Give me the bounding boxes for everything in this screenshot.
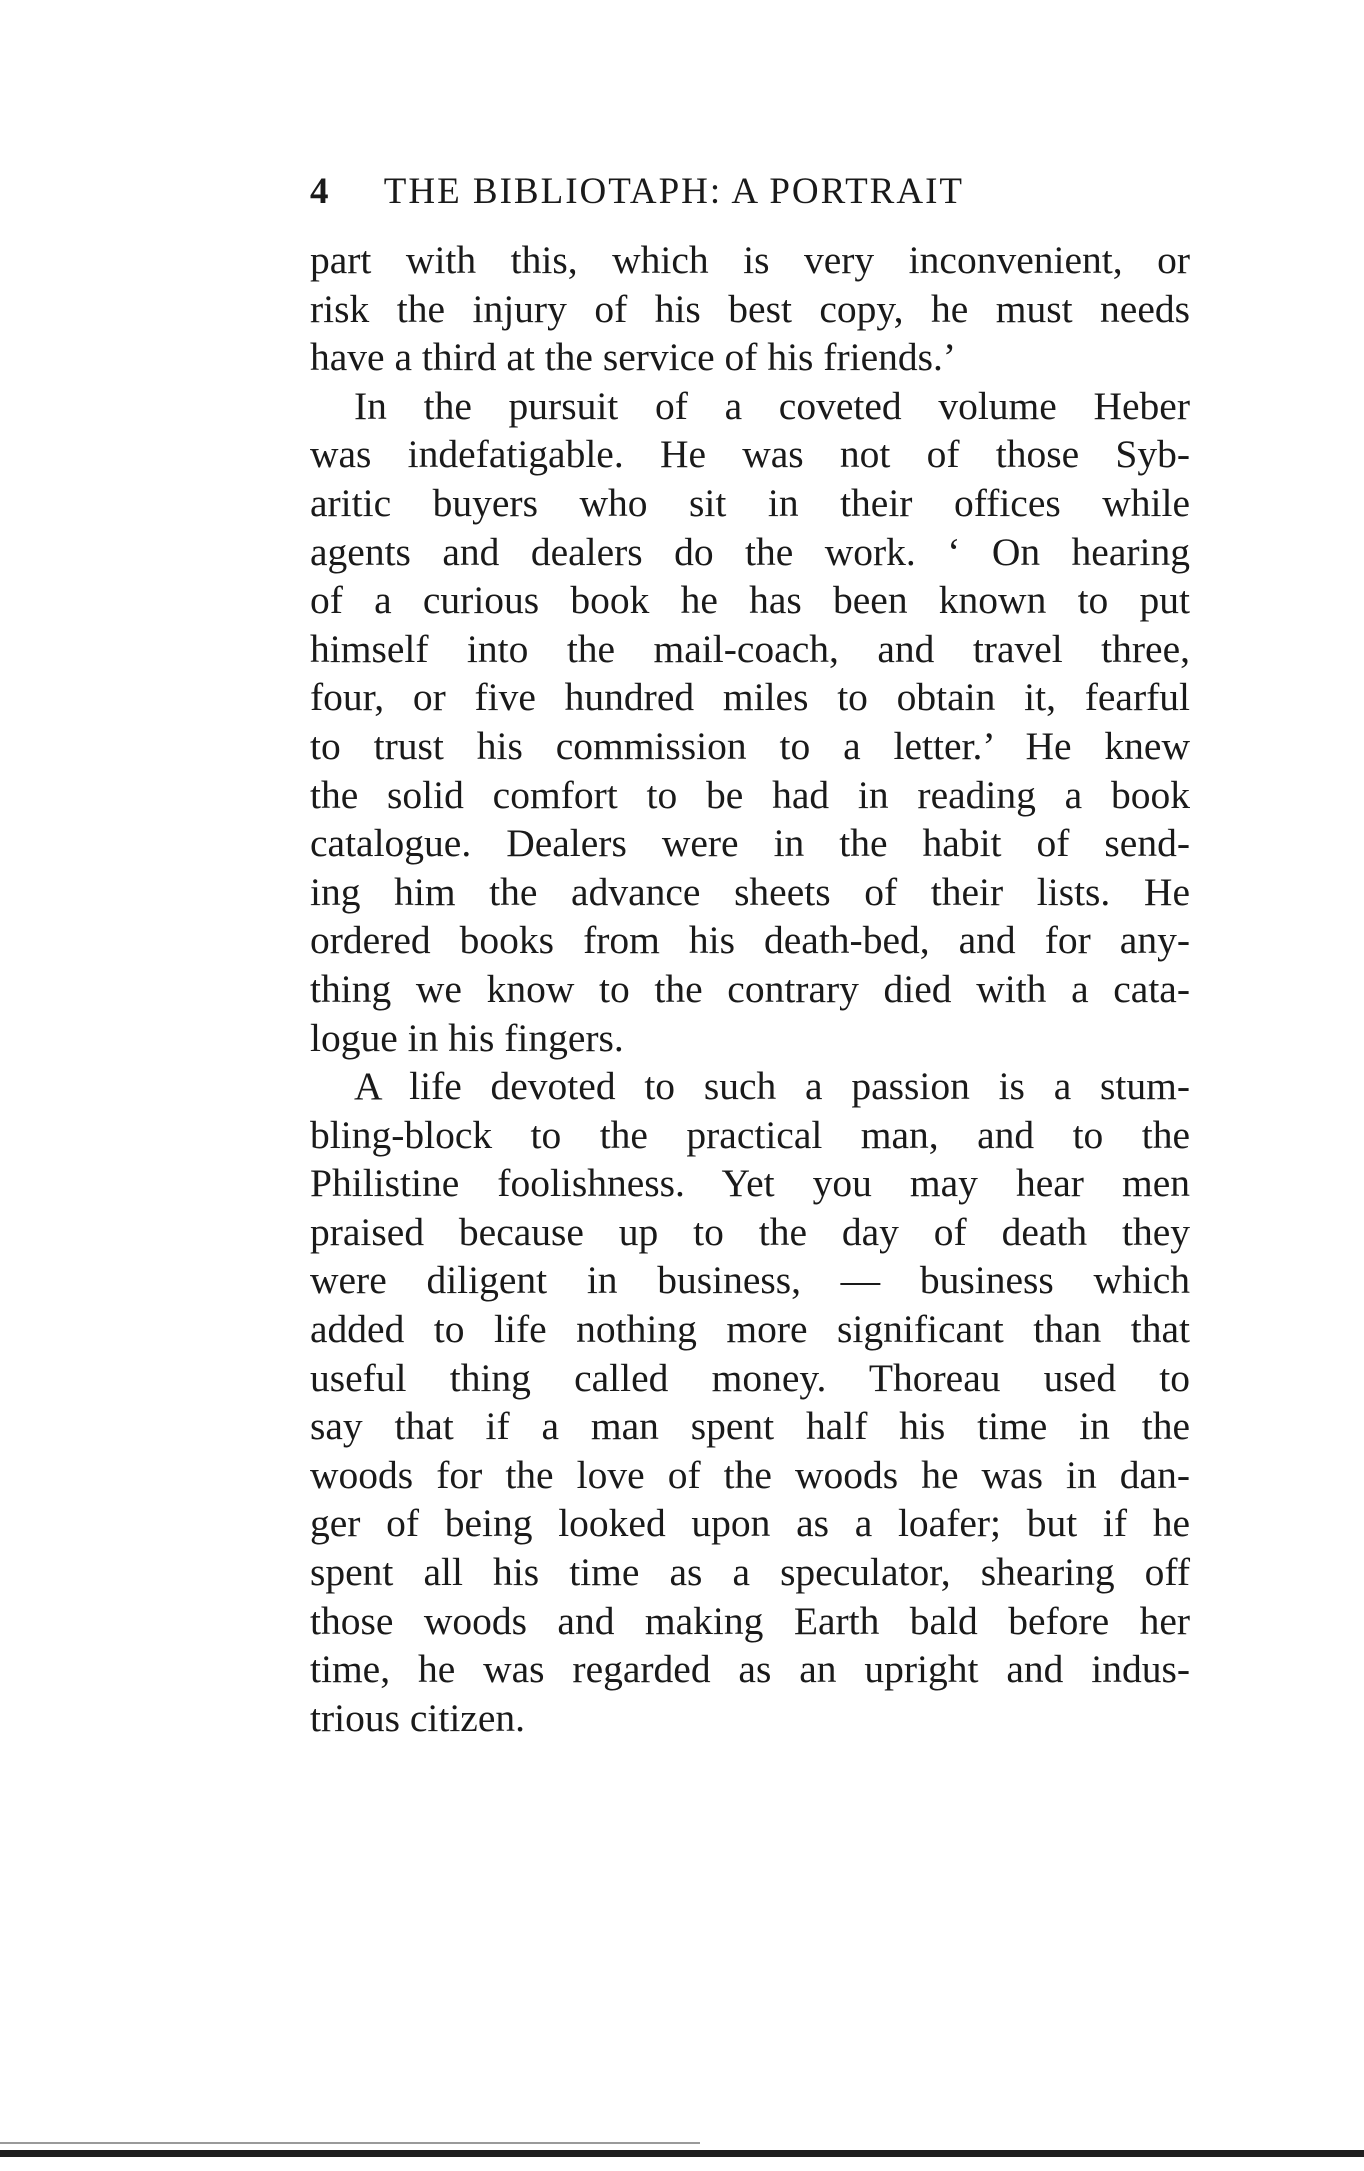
text-line: bling-block to the practical man, and to the xyxy=(310,1112,1190,1157)
body-text xyxy=(310,236,1190,1742)
scan-edge-faint xyxy=(0,2142,700,2144)
page-header xyxy=(310,166,1190,218)
text-line: In the pursuit of a coveted volume Heber xyxy=(354,383,1190,428)
text-line: of a curious book he has been known to put xyxy=(310,578,1190,623)
text-line: added to life nothing more significant than that xyxy=(310,1307,1190,1352)
text-line: thing we know to the contrary died with a cata- xyxy=(310,966,1190,1011)
text-line: time, he was regarded as an upright and indus- xyxy=(310,1647,1190,1692)
text-line: himself into the mail-coach, and travel three, xyxy=(310,626,1190,671)
text-line: the solid comfort to be had in reading a book xyxy=(310,772,1190,817)
text-line: was indefatigable. He was not of those Syb- xyxy=(310,432,1190,477)
text-line: A life devoted to such a passion is a stum- xyxy=(354,1064,1190,1109)
text-line: those woods and making Earth bald before her xyxy=(310,1598,1190,1643)
text-line: agents and dealers do the work. ‘ On hearing xyxy=(310,529,1190,574)
text-line: ordered books from his death-bed, and for any- xyxy=(310,918,1190,963)
text-line: risk the injury of his best copy, he must needs xyxy=(310,286,1190,331)
text-line: have a third at the service of his friends.’ xyxy=(310,335,957,380)
text-line: four, or five hundred miles to obtain it, fearful xyxy=(310,675,1190,720)
text-line: aritic buyers who sit in their offices while xyxy=(310,480,1190,525)
text-line: praised because up to the day of death they xyxy=(310,1209,1190,1254)
text-line: trious citizen. xyxy=(310,1695,525,1740)
text-line: were diligent in business, — business which xyxy=(310,1258,1190,1303)
scan-edge-rule xyxy=(0,2150,1364,2157)
text-line: part with this, which is very inconvenient, or xyxy=(310,238,1190,282)
running-title: THE BIBLIOTAPH: A PORTRAIT xyxy=(383,171,964,212)
text-line: say that if a man spent half his time in the xyxy=(310,1404,1190,1449)
text-line: catalogue. Dealers were in the habit of send- xyxy=(310,821,1190,866)
text-line: to trust his commission to a letter.’ He knew xyxy=(310,723,1190,768)
text-line: spent all his time as a speculator, shearing off xyxy=(310,1550,1190,1595)
text-line: woods for the love of the woods he was in dan- xyxy=(310,1452,1190,1497)
text-line: ing him the advance sheets of their lists. He xyxy=(310,869,1190,914)
text-line: ger of being looked upon as a loafer; but if he xyxy=(310,1501,1190,1546)
text-line: logue in his fingers. xyxy=(310,1015,624,1060)
text-line: Philistine foolishness. Yet you may hear men xyxy=(310,1161,1190,1206)
text-line: useful thing called money. Thoreau used to xyxy=(310,1355,1190,1400)
page-number: 4 xyxy=(310,171,331,212)
